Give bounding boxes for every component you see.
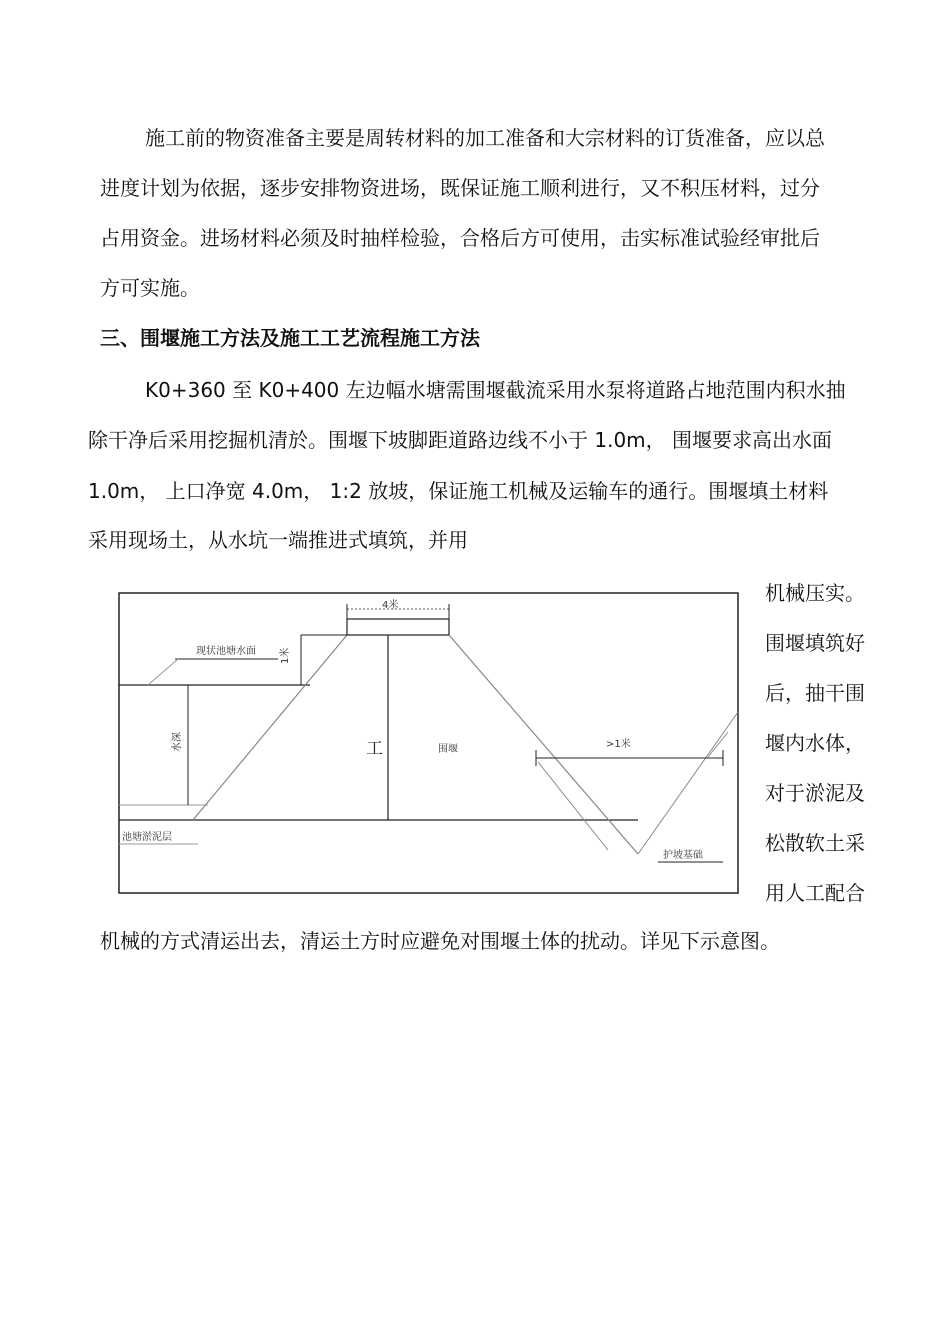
- cofferdam-diagram: [118, 592, 740, 895]
- paragraph-3: 机械的方式清运出去，清运土方时应避免对围堰土体的扰动。详见下示意图。: [100, 929, 780, 953]
- section-heading: 三、围堰施工方法及施工工艺流程施工方法: [100, 326, 480, 350]
- side-text-line-6: 松散软土采: [765, 831, 865, 855]
- side-text-line-4: 堰内水体，: [765, 731, 865, 755]
- paragraph-2-line-1: K0+360 至 K0+400 左边幅水塘需围堰截流采用水泵将道路占地范围内积水抽: [145, 378, 846, 402]
- paragraph-1-line-4: 方可实施。: [100, 276, 200, 300]
- label-water-level: 现状池塘水面: [196, 646, 256, 657]
- paragraph-1-line-1: 施工前的物资准备主要是周转材料的加工准备和大宗材料的订货准备，应以总: [145, 126, 825, 150]
- label-top-width: 4米: [382, 600, 399, 611]
- side-text-line-1: 机械压实。: [765, 581, 865, 605]
- side-text-line-2: 围堰填筑好: [765, 631, 865, 655]
- paragraph-2-line-3: 1.0m， 上口净宽 4.0m， 1:2 放坡，保证施工机械及运输车的通行。围堰填土材料: [88, 479, 829, 503]
- paragraph-2-line-2: 除干净后采用挖掘机清於。围堰下坡脚距道路边线不小于 1.0m， 围堰要求高出水面: [88, 428, 833, 452]
- label-height-above: 1米: [280, 647, 291, 664]
- label-distance: >1米: [606, 739, 631, 750]
- label-center-mark: 工: [366, 739, 383, 759]
- label-cofferdam: 围堰: [438, 744, 458, 755]
- paragraph-2-line-4: 采用现场土，从水坑一端推进式填筑，并用: [88, 528, 468, 552]
- paragraph-1-line-3: 占用资金。进场材料必须及时抽样检验，合格后方可使用，击实标准试验经审批后: [100, 226, 820, 250]
- label-silt-layer: 池塘淤泥层: [122, 832, 172, 843]
- paragraph-1-line-2: 进度计划为依据，逐步安排物资进场，既保证施工顺利进行，又不积压材料，过分: [100, 176, 820, 200]
- label-water-depth: 水深: [172, 732, 183, 752]
- side-text-line-3: 后，抽干围: [765, 681, 865, 705]
- label-slope-protection: 护坡基础: [663, 850, 703, 861]
- side-text-line-5: 对于淤泥及: [765, 781, 865, 805]
- side-text-line-7: 用人工配合: [765, 881, 865, 905]
